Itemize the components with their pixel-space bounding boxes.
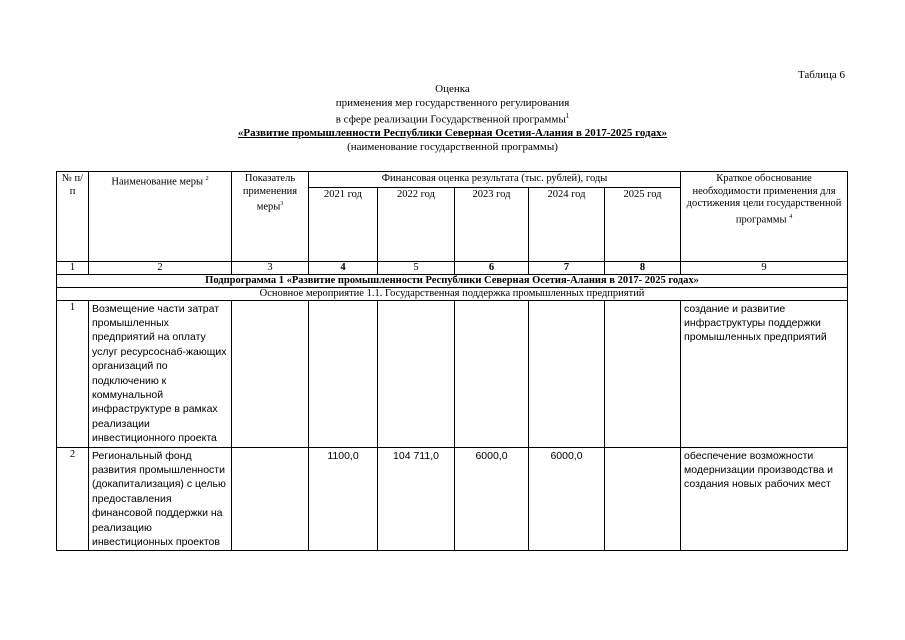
value-2024 [529, 300, 605, 447]
subprogram-title: Подпрограмма 1 «Развитие промышленности Республики Северная Осетия-Алания в 2017- 2025 годах» [57, 274, 848, 287]
justification-text: создание и развитие инфраструктуры поддержки промышленных предприятий [681, 300, 848, 447]
col-header-year: 2025 год [605, 187, 681, 261]
column-number: 5 [378, 261, 455, 274]
value-2025 [605, 447, 681, 551]
col-header-indicator [232, 172, 309, 262]
table-number-label: Таблица 6 [797, 69, 845, 81]
value-2023: 6000,0 [455, 447, 529, 551]
col-header-indicator-text: Показатель применения меры [242, 173, 298, 213]
col-header-year: 2023 год [455, 187, 529, 261]
column-number: 3 [232, 261, 309, 274]
heading-footnote-mark: 1 [565, 112, 570, 120]
col-header-year: 2024 год [529, 187, 605, 261]
justification-footnote-mark: 4 [789, 213, 793, 220]
heading-subtitle: применения мер государственного регулирования [335, 96, 570, 109]
column-number: 4 [309, 261, 378, 274]
column-number: 9 [681, 261, 848, 274]
value-2021: 1100,0 [309, 447, 378, 551]
column-number: 7 [529, 261, 605, 274]
column-number: 1 [57, 261, 89, 274]
program-title: «Развитие промышленности Республики Северная Осетия-Алания в 2017-2025 годах» [237, 127, 668, 140]
measure-name: Региональный фонд развития промышленности (докапитализация) с целью предоставления финансовой поддержки на реализацию инвестиционных проектов [89, 447, 232, 551]
measure-footnote-mark: 2 [205, 176, 209, 182]
col-header-financial: Финансовая оценка результата (тыс. рублей), годы [309, 172, 681, 188]
heading-title: Оценка [435, 83, 470, 95]
column-number: 6 [455, 261, 529, 274]
col-header-justification [681, 172, 848, 262]
column-number: 8 [605, 261, 681, 274]
table-row [57, 447, 848, 551]
col-header-justification-text: Краткое обоснование необходимости применения для достижения цели государственной программы [686, 173, 842, 225]
indicator-cell [232, 300, 309, 447]
col-header-measure-text: Наименование меры [111, 176, 204, 188]
value-2025 [605, 300, 681, 447]
value-2022: 104 711,0 [378, 447, 455, 551]
program-caption: (наименование государственной программы) [347, 140, 558, 153]
justification-text: обеспечение возможности модернизации производства и создания новых рабочих мест [681, 447, 848, 551]
col-header-year: 2022 год [378, 187, 455, 261]
row-number: 1 [57, 300, 89, 447]
col-header-year: 2021 год [309, 187, 378, 261]
col-header-num: № п/п [57, 172, 89, 262]
heading-scope-text: в сфере реализации Государственной программы [335, 113, 566, 126]
heading-scope [0, 110, 905, 127]
row-number: 2 [57, 447, 89, 551]
main-event-title: Основное мероприятие 1.1. Государственная поддержка промышленных предприятий [57, 287, 848, 300]
column-number: 2 [89, 261, 232, 274]
value-2021 [309, 300, 378, 447]
regulation-measures-table [56, 171, 848, 551]
value-2023 [455, 300, 529, 447]
measure-name: Возмещение части затрат промышленных предприятий на оплату услуг ресурсоснаб-жающих организаций по подключению к коммунальной инфраструктуре в рамках реализации инвестиционного проекта [89, 300, 232, 447]
col-header-measure [89, 172, 232, 262]
table-row [57, 300, 848, 447]
indicator-footnote-mark: 3 [280, 201, 284, 207]
document-heading [0, 83, 905, 154]
indicator-cell [232, 447, 309, 551]
value-2022 [378, 300, 455, 447]
value-2024: 6000,0 [529, 447, 605, 551]
